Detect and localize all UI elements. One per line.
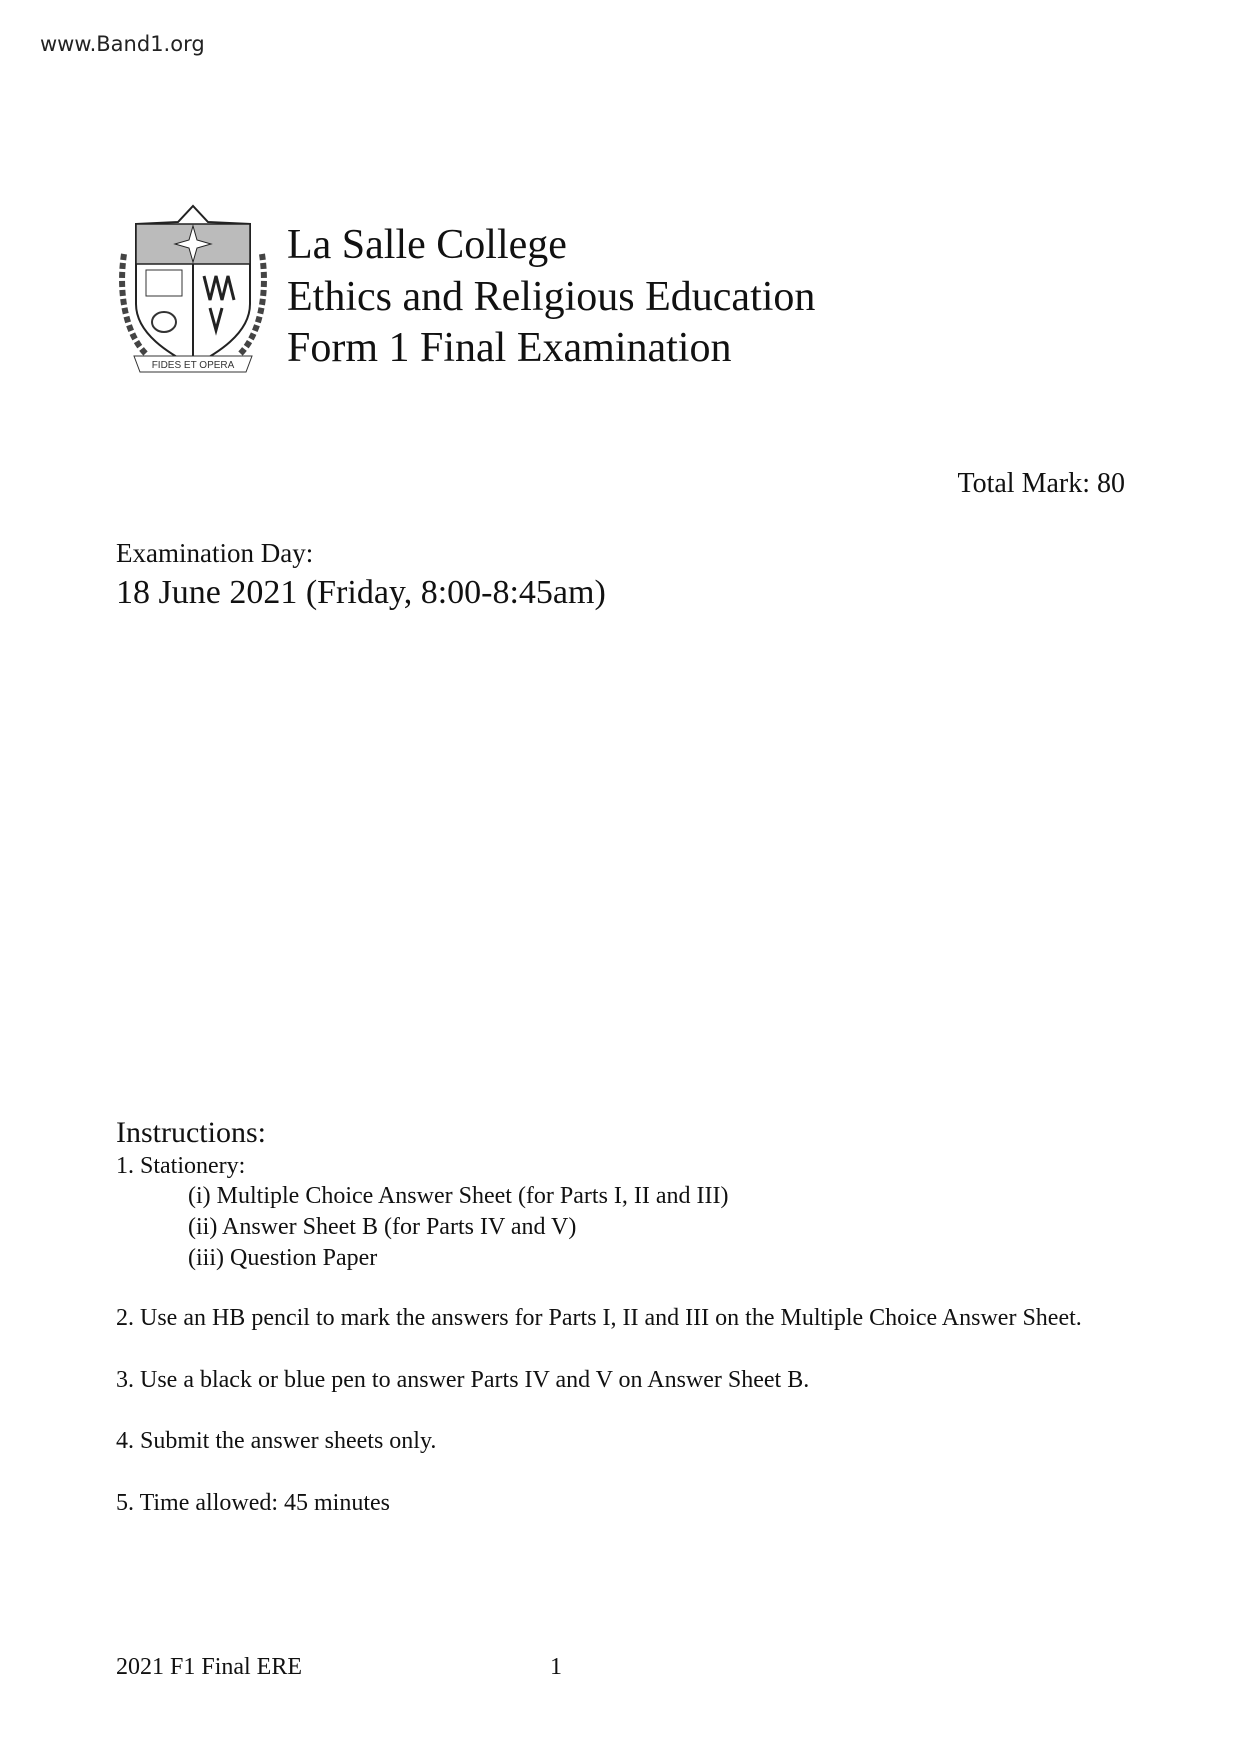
school-crest-logo: [116, 204, 270, 376]
exam-day-value: 18 June 2021 (Friday, 8:00-8:45am): [116, 574, 606, 611]
school-name: La Salle College: [287, 222, 567, 268]
instructions-heading: Instructions:: [116, 1116, 266, 1149]
svg-text:FIDES ET OPERA: FIDES ET OPERA: [151, 360, 235, 371]
instruction-item: 3. Use a black or blue pen to answer Parts IV and V on Answer Sheet B.: [116, 1367, 810, 1393]
stationery-item: (i) Multiple Choice Answer Sheet (for Parts I, II and III): [188, 1183, 729, 1209]
subject-title: Ethics and Religious Education: [287, 274, 816, 320]
instruction-item: 5. Time allowed: 45 minutes: [116, 1490, 391, 1516]
instruction-item: 2. Use an HB pencil to mark the answers for Parts I, II and III on the Multiple Choice Answer Sheet.: [116, 1305, 1082, 1331]
instruction-stationery: 1. Stationery:: [116, 1153, 246, 1179]
instruction-item: 4. Submit the answer sheets only.: [116, 1428, 437, 1454]
watermark: www.Band1.org: [40, 32, 205, 56]
stationery-item: (iii) Question Paper: [188, 1245, 378, 1271]
total-mark: Total Mark: 80: [957, 468, 1125, 499]
exam-title: Form 1 Final Examination: [287, 325, 732, 371]
stationery-item: (ii) Answer Sheet B (for Parts IV and V): [188, 1214, 577, 1240]
page-number: 1: [550, 1654, 562, 1680]
footer-code: 2021 F1 Final ERE: [116, 1654, 303, 1680]
exam-day-label: Examination Day:: [116, 538, 314, 568]
